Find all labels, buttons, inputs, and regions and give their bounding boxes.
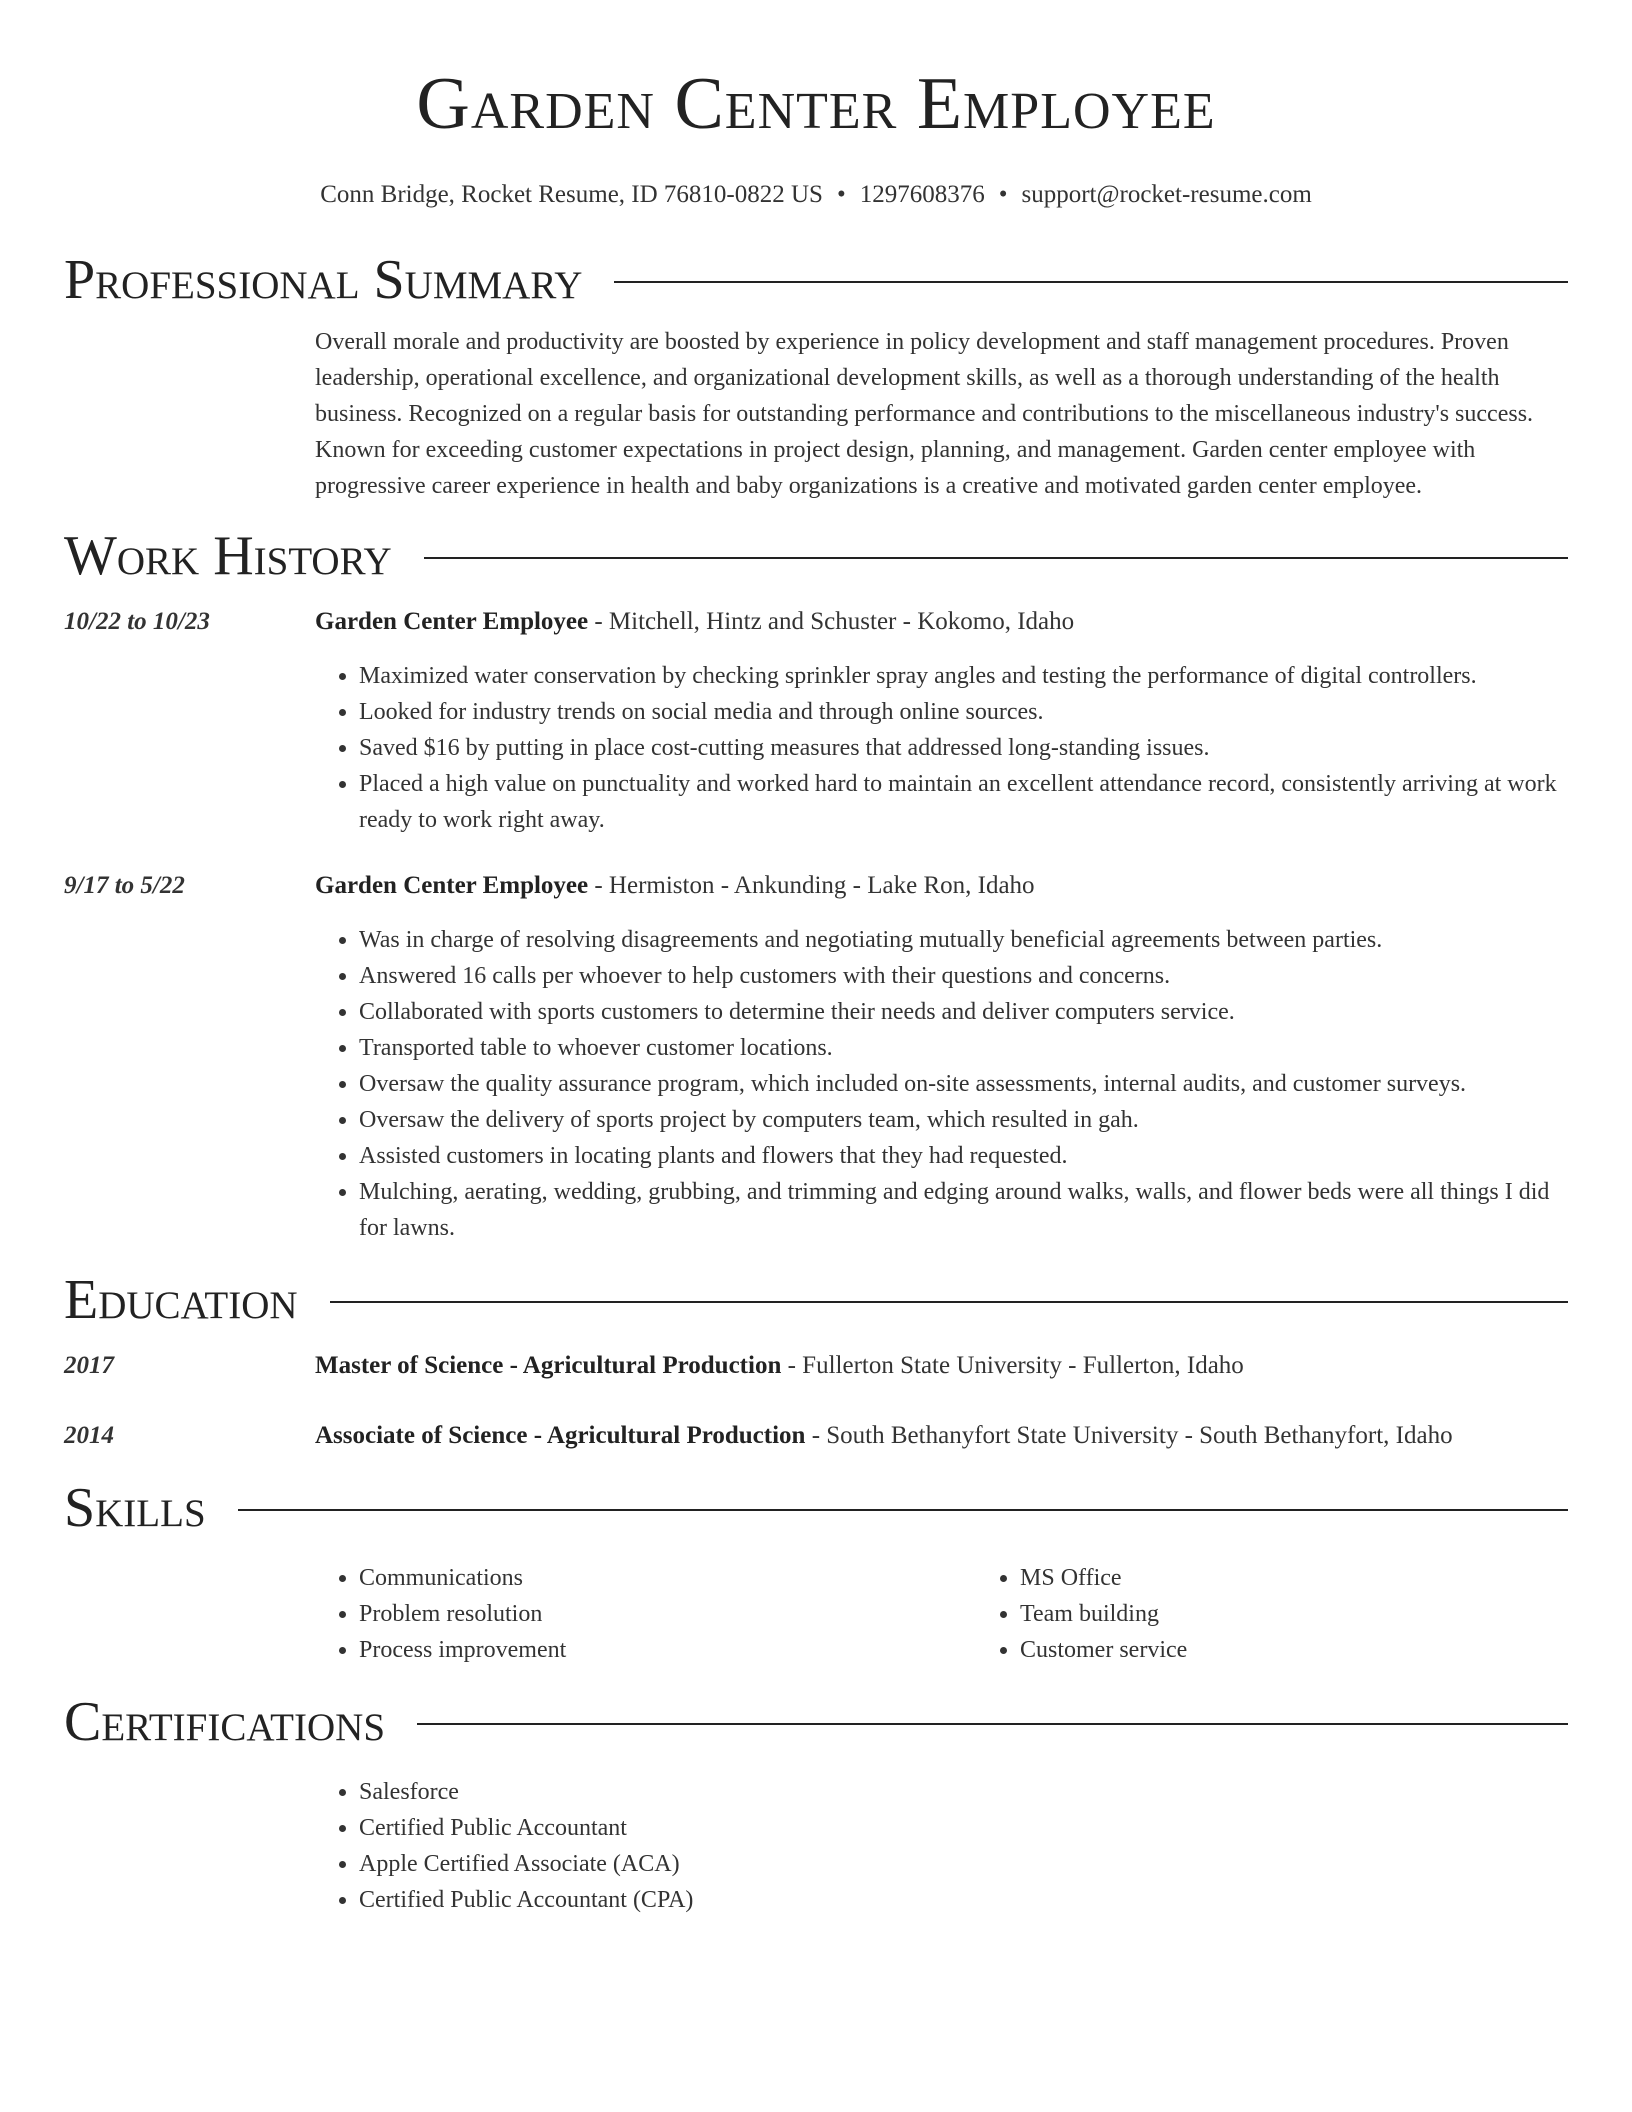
job-bullets-col [315, 922, 1568, 1246]
skill-item: • Process improvement [359, 1632, 976, 1668]
job-bullets-row [64, 922, 1568, 1246]
education-degree: Associate of Science - Agricultural Production [315, 1422, 806, 1449]
education-entry [64, 1418, 1568, 1454]
education-section-header [64, 1268, 1568, 1332]
contact-separator: • [998, 181, 1008, 208]
skill-item: • MS Office [1020, 1560, 1632, 1596]
job-details: - Hermiston - Ankunding - Lake Ron, Idaho [588, 872, 1035, 899]
education-degree: Master of Science - Agricultural Production [315, 1352, 782, 1379]
skills-row [64, 1560, 1568, 1668]
job-bullet: • Collaborated with sports customers to determine their needs and deliver computers service. [359, 994, 1568, 1030]
job-bullet: • Mulching, aerating, wedding, grubbing, and trimming and edging around walks, walls, and flower beds were all things I did for lawns. [359, 1174, 1568, 1246]
summary-section-title: Professional Summary [64, 249, 583, 311]
job-dates: 10/22 to 10/23 [64, 608, 210, 635]
job-bullets-col [315, 658, 1568, 838]
education-details: - South Bethanyfort State University - South Bethanyfort, Idaho [805, 1422, 1453, 1449]
skill-item: • Team building [1020, 1596, 1632, 1632]
skills-section-header [64, 1476, 1568, 1540]
section-divider [424, 557, 1568, 559]
job-heading [315, 868, 1568, 904]
education-heading [315, 1348, 1568, 1384]
education-details: - Fullerton State University - Fullerton, Idaho [781, 1352, 1244, 1379]
job-dates: 9/17 to 5/22 [64, 872, 185, 899]
section-divider [330, 1301, 1568, 1303]
job-bullet: • Assisted customers in locating plants and flowers that they had requested. [359, 1138, 1568, 1174]
job-bullet: • Placed a high value on punctuality and worked hard to maintain an excellent attendance record, consistently arriving at work ready to work right away. [359, 766, 1568, 838]
certification-item: • Certified Public Accountant [359, 1810, 1568, 1846]
summary-text: Overall morale and productivity are boosted by experience in policy development and staff management procedures. Proven leadership, operational excellence, and organizational development skills, as well as a thorough understanding of the health business. Recognized on a regular basis for outstanding performance and contributions to the miscellaneous industry's success. Known for exceeding customer expectations in project design, planning, and management. Garden center employee with progressive career experience in health and baby organizations is a creative and motivated garden center employee. [315, 329, 1534, 499]
work-section-title: Work History [64, 525, 392, 587]
work-section-header [64, 524, 1568, 588]
skills-list-right [976, 1560, 1632, 1668]
job-entry [64, 868, 1568, 904]
summary-row [64, 324, 1568, 504]
job-bullet: • Answered 16 calls per whoever to help customers with their questions and concerns. [359, 958, 1568, 994]
skills-list-left [315, 1560, 976, 1668]
job-role: Garden Center Employee [315, 872, 589, 899]
certification-item: • Apple Certified Associate (ACA) [359, 1846, 1568, 1882]
certifications-col [315, 1774, 1568, 1918]
skills-grid [315, 1560, 1632, 1668]
job-bullet: • Maximized water conservation by checking sprinkler spray angles and testing the performance of digital controllers. [359, 658, 1568, 694]
job-bullet: • Oversaw the delivery of sports project by computers team, which resulted in gah. [359, 1102, 1568, 1138]
education-entry [64, 1348, 1568, 1384]
job-entry [64, 604, 1568, 640]
job-bullet-list [315, 922, 1568, 1246]
summary-section-header [64, 248, 1568, 312]
contact-address: Conn Bridge, Rocket Resume, ID 76810-0822 US [320, 181, 823, 208]
certifications-row [64, 1774, 1568, 1918]
job-bullet: • Saved $16 by putting in place cost-cutting measures that addressed long-standing issues. [359, 730, 1568, 766]
certifications-section-title: Certifications [64, 1691, 386, 1753]
job-bullets-row [64, 658, 1568, 838]
education-heading [315, 1418, 1568, 1454]
job-details: - Mitchell, Hintz and Schuster - Kokomo, Idaho [588, 608, 1075, 635]
contact-separator: • [836, 181, 846, 208]
certification-item: • Certified Public Accountant (CPA) [359, 1882, 1568, 1918]
job-bullet: • Transported table to whoever customer locations. [359, 1030, 1568, 1066]
education-year: 2017 [64, 1352, 114, 1379]
job-heading [315, 604, 1568, 640]
skill-item: • Communications [359, 1560, 976, 1596]
education-section-title: Education [64, 1269, 298, 1331]
skills-section-title: Skills [64, 1477, 206, 1539]
job-role: Garden Center Employee [315, 608, 589, 635]
contact-line [64, 178, 1568, 212]
contact-email: support@rocket-resume.com [1021, 181, 1312, 208]
job-bullet: • Looked for industry trends on social media and through online sources. [359, 694, 1568, 730]
certifications-list [315, 1774, 1568, 1918]
education-year: 2014 [64, 1422, 114, 1449]
section-divider [417, 1723, 1568, 1725]
certification-item: • Salesforce [359, 1774, 1568, 1810]
job-bullet-list [315, 658, 1568, 838]
resume-name: Garden Center Employee [416, 63, 1216, 145]
job-bullet: • Was in charge of resolving disagreements and negotiating mutually beneficial agreements between parties. [359, 922, 1568, 958]
contact-phone: 1297608376 [859, 181, 985, 208]
section-divider [614, 281, 1568, 283]
section-divider [238, 1509, 1568, 1511]
skill-item: • Customer service [1020, 1632, 1632, 1668]
certifications-section-header [64, 1690, 1568, 1754]
job-bullet: • Oversaw the quality assurance program, which included on-site assessments, internal audits, and customer surveys. [359, 1066, 1568, 1102]
skill-item: • Problem resolution [359, 1596, 976, 1632]
